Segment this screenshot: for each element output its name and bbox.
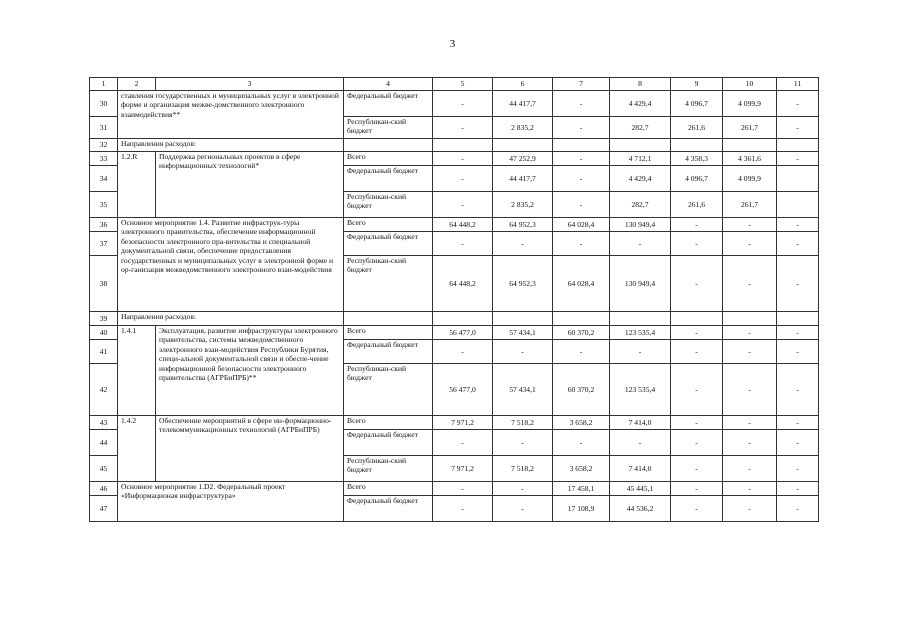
- header-cell: 11: [777, 78, 819, 91]
- value-cell: 7 971,2: [433, 416, 493, 430]
- value-cell: 4 096,7: [671, 166, 723, 192]
- value-cell: -: [777, 152, 819, 166]
- value-cell: -: [671, 256, 723, 312]
- value-cell: -: [671, 340, 723, 364]
- empty-cell: [553, 139, 610, 152]
- value-cell: -: [671, 364, 723, 416]
- value-cell: -: [553, 430, 610, 456]
- row-number: 31: [90, 117, 118, 139]
- header-cell: 5: [433, 78, 493, 91]
- header-cell: 4: [344, 78, 433, 91]
- header-cell: 8: [610, 78, 671, 91]
- activity-name: Поддержка региональных проектов в сфере информационных технологий*: [156, 152, 344, 218]
- value-cell: -: [493, 430, 553, 456]
- value-cell: -: [671, 218, 723, 232]
- value-cell: 7 518,2: [493, 456, 553, 482]
- value-cell: 261,7: [723, 117, 777, 139]
- table-row: [90, 139, 819, 152]
- budget-source: Федеральный бюджет: [344, 91, 433, 117]
- activity-name: ставления государственных и муниципальных услуг в электронной форме и организация межве-домственного электронного взаимодействия**: [118, 91, 344, 139]
- value-cell: 7 971,2: [433, 456, 493, 482]
- value-cell: -: [777, 232, 819, 256]
- value-cell: -: [723, 456, 777, 482]
- value-cell: -: [723, 340, 777, 364]
- value-cell: -: [777, 416, 819, 430]
- value-cell: -: [493, 232, 553, 256]
- activity-name: Основное мероприятие 1.4. Развитие инфраструк-туры электронного правительства, обеспечение информационной безопасности электронного пра-вительства и специальной документальной связи, обеспечение предоставления государственных и муниципальных услуг в электронной форме и ор-ганизация межведомственного электронного взаи-модействия: [118, 218, 344, 312]
- value-cell: -: [433, 166, 493, 192]
- row-number: 43: [90, 416, 118, 430]
- empty-cell: [723, 139, 777, 152]
- budget-source: Всего: [344, 482, 433, 496]
- value-cell: -: [777, 218, 819, 232]
- value-cell: 123 535,4: [610, 364, 671, 416]
- value-cell: -: [723, 326, 777, 340]
- value-cell: 7 518,2: [493, 416, 553, 430]
- value-cell: -: [671, 232, 723, 256]
- value-cell: 4 361,6: [723, 152, 777, 166]
- header-cell: 10: [723, 78, 777, 91]
- row-number: 33: [90, 152, 118, 166]
- row-number: 41: [90, 340, 118, 364]
- value-cell: -: [777, 456, 819, 482]
- table-row: [90, 218, 819, 232]
- value-cell: -: [610, 430, 671, 456]
- value-cell: 17 458,1: [553, 482, 610, 496]
- value-cell: -: [610, 232, 671, 256]
- value-cell: 64 028,4: [553, 256, 610, 312]
- value-cell: 4 358,3: [671, 152, 723, 166]
- value-cell: 7 414,0: [610, 456, 671, 482]
- value-cell: -: [433, 340, 493, 364]
- budget-source: Республикан-ский бюджет: [344, 256, 433, 312]
- value-cell: 4 099,9: [723, 166, 777, 192]
- empty-cell: [493, 139, 553, 152]
- value-cell: -: [777, 256, 819, 312]
- value-cell: -: [493, 496, 553, 522]
- value-cell: 282,7: [610, 117, 671, 139]
- value-cell: -: [777, 482, 819, 496]
- value-cell: 57 434,1: [493, 364, 553, 416]
- value-cell: 261,6: [671, 117, 723, 139]
- value-cell: 123 535,4: [610, 326, 671, 340]
- row-number: 47: [90, 496, 118, 522]
- empty-cell: [344, 312, 433, 326]
- value-cell: 130 949,4: [610, 218, 671, 232]
- empty-cell: [433, 139, 493, 152]
- value-cell: -: [777, 340, 819, 364]
- budget-source: Всего: [344, 152, 433, 166]
- value-cell: -: [433, 117, 493, 139]
- value-cell: -: [671, 456, 723, 482]
- table-row: [90, 91, 819, 117]
- budget-source: Всего: [344, 416, 433, 430]
- row-number: 45: [90, 456, 118, 482]
- empty-cell: [553, 312, 610, 326]
- value-cell: 64 952,3: [493, 218, 553, 232]
- value-cell: 64 448,2: [433, 256, 493, 312]
- value-cell: -: [433, 192, 493, 218]
- value-cell: 45 445,1: [610, 482, 671, 496]
- value-cell: -: [723, 496, 777, 522]
- value-cell: -: [671, 496, 723, 522]
- value-cell: -: [723, 218, 777, 232]
- value-cell: 3 658,2: [553, 416, 610, 430]
- row-number: 44: [90, 430, 118, 456]
- value-cell: 261,6: [671, 192, 723, 218]
- budget-source: Республикан-ский бюджет: [344, 117, 433, 139]
- header-cell: 7: [553, 78, 610, 91]
- section-label: Направления расходов:: [118, 139, 344, 152]
- value-cell: -: [433, 482, 493, 496]
- value-cell: -: [433, 232, 493, 256]
- budget-source: Республикан-ский бюджет: [344, 364, 433, 416]
- header-cell: 2: [118, 78, 156, 91]
- row-number: 38: [90, 256, 118, 312]
- empty-cell: [610, 139, 671, 152]
- header-cell: 6: [493, 78, 553, 91]
- value-cell: 47 252,9: [493, 152, 553, 166]
- value-cell: [777, 166, 819, 192]
- budget-source: Федеральный бюджет: [344, 232, 433, 256]
- row-number: 40: [90, 326, 118, 340]
- value-cell: -: [553, 152, 610, 166]
- empty-cell: [433, 312, 493, 326]
- value-cell: -: [723, 430, 777, 456]
- value-cell: 64 952,3: [493, 256, 553, 312]
- header-cell: 3: [156, 78, 344, 91]
- budget-source: Федеральный бюджет: [344, 340, 433, 364]
- value-cell: -: [777, 430, 819, 456]
- value-cell: -: [493, 340, 553, 364]
- row-number: 42: [90, 364, 118, 416]
- value-cell: 44 536,2: [610, 496, 671, 522]
- value-cell: -: [610, 340, 671, 364]
- value-cell: -: [671, 482, 723, 496]
- table-row: [90, 482, 819, 496]
- value-cell: -: [493, 482, 553, 496]
- header-cell: 9: [671, 78, 723, 91]
- budget-source: Федеральный бюджет: [344, 430, 433, 456]
- value-cell: -: [433, 496, 493, 522]
- value-cell: -: [553, 340, 610, 364]
- row-number: 34: [90, 166, 118, 192]
- value-cell: 2 835,2: [493, 117, 553, 139]
- value-cell: -: [433, 152, 493, 166]
- empty-cell: [344, 139, 433, 152]
- value-cell: -: [553, 232, 610, 256]
- value-cell: -: [777, 496, 819, 522]
- value-cell: 44 417,7: [493, 166, 553, 192]
- value-cell: 57 434,1: [493, 326, 553, 340]
- activity-name: Эксплуатация, развитие инфраструктуры электронного правительства, системы межведомственного электронного взаи-модействия Республики Бурятия, специ-альной документальной связи и обеспе-чение информационной безопасности электронного правительства (АГРБиПРБ)**: [156, 326, 344, 416]
- activity-name: Обеспечение мероприятий в сфере ин-формационно-телекоммуникационных технологий (АГРБиПРБ): [156, 416, 344, 482]
- row-number: 32: [90, 139, 118, 152]
- section-label: Направления расходов:: [118, 312, 344, 326]
- empty-cell: [493, 312, 553, 326]
- value-cell: 64 448,2: [433, 218, 493, 232]
- row-number: 37: [90, 232, 118, 256]
- budget-source: Республикан-ский бюджет: [344, 456, 433, 482]
- budget-source: Федеральный бюджет: [344, 496, 433, 522]
- value-cell: 17 108,9: [553, 496, 610, 522]
- value-cell: 44 417,7: [493, 91, 553, 117]
- empty-cell: [671, 139, 723, 152]
- budget-source: Федеральный бюджет: [344, 166, 433, 192]
- row-number: 46: [90, 482, 118, 496]
- value-cell: 64 028,4: [553, 218, 610, 232]
- value-cell: -: [723, 482, 777, 496]
- value-cell: -: [553, 192, 610, 218]
- budget-source: Всего: [344, 218, 433, 232]
- value-cell: -: [433, 430, 493, 456]
- value-cell: 282,7: [610, 192, 671, 218]
- value-cell: -: [777, 364, 819, 416]
- value-cell: -: [723, 232, 777, 256]
- value-cell: 4 429,4: [610, 166, 671, 192]
- value-cell: -: [777, 326, 819, 340]
- value-cell: -: [553, 117, 610, 139]
- empty-cell: [777, 312, 819, 326]
- value-cell: 130 949,4: [610, 256, 671, 312]
- value-cell: [777, 192, 819, 218]
- value-cell: -: [723, 364, 777, 416]
- value-cell: 60 370,2: [553, 364, 610, 416]
- value-cell: -: [553, 91, 610, 117]
- header-cell: 1: [90, 78, 118, 91]
- value-cell: -: [671, 326, 723, 340]
- empty-cell: [671, 312, 723, 326]
- value-cell: -: [671, 430, 723, 456]
- row-number: 36: [90, 218, 118, 232]
- value-cell: 2 835,2: [493, 192, 553, 218]
- value-cell: -: [671, 416, 723, 430]
- activity-code: 1.4.2: [118, 416, 156, 482]
- value-cell: 261,7: [723, 192, 777, 218]
- budget-source: Республикан-ский бюджет: [344, 192, 433, 218]
- table-row: [90, 152, 819, 166]
- value-cell: 4 429,4: [610, 91, 671, 117]
- value-cell: -: [723, 256, 777, 312]
- row-number: 30: [90, 91, 118, 117]
- value-cell: -: [777, 117, 819, 139]
- budget-source: Всего: [344, 326, 433, 340]
- value-cell: -: [723, 416, 777, 430]
- value-cell: -: [553, 166, 610, 192]
- value-cell: 4 712,1: [610, 152, 671, 166]
- empty-cell: [723, 312, 777, 326]
- empty-cell: [777, 139, 819, 152]
- value-cell: 56 477,0: [433, 326, 493, 340]
- activity-code: 1.4.1: [118, 326, 156, 416]
- value-cell: 3 658,2: [553, 456, 610, 482]
- value-cell: -: [777, 91, 819, 117]
- value-cell: 7 414,0: [610, 416, 671, 430]
- value-cell: 4 096,7: [671, 91, 723, 117]
- row-number: 35: [90, 192, 118, 218]
- table-row: [90, 78, 819, 91]
- table-row: [90, 312, 819, 326]
- table-row: [90, 326, 819, 340]
- table-row: [90, 416, 819, 430]
- value-cell: -: [433, 91, 493, 117]
- budget-table: [89, 77, 819, 522]
- value-cell: 60 370,2: [553, 326, 610, 340]
- empty-cell: [610, 312, 671, 326]
- page-number: 3: [449, 38, 456, 50]
- activity-code: 1.2.R: [118, 152, 156, 218]
- value-cell: 4 099,9: [723, 91, 777, 117]
- value-cell: 56 477,0: [433, 364, 493, 416]
- activity-name: Основное мероприятие 1.D2. Федеральный проект «Информационая инфраструктура»: [118, 482, 344, 522]
- row-number: 39: [90, 312, 118, 326]
